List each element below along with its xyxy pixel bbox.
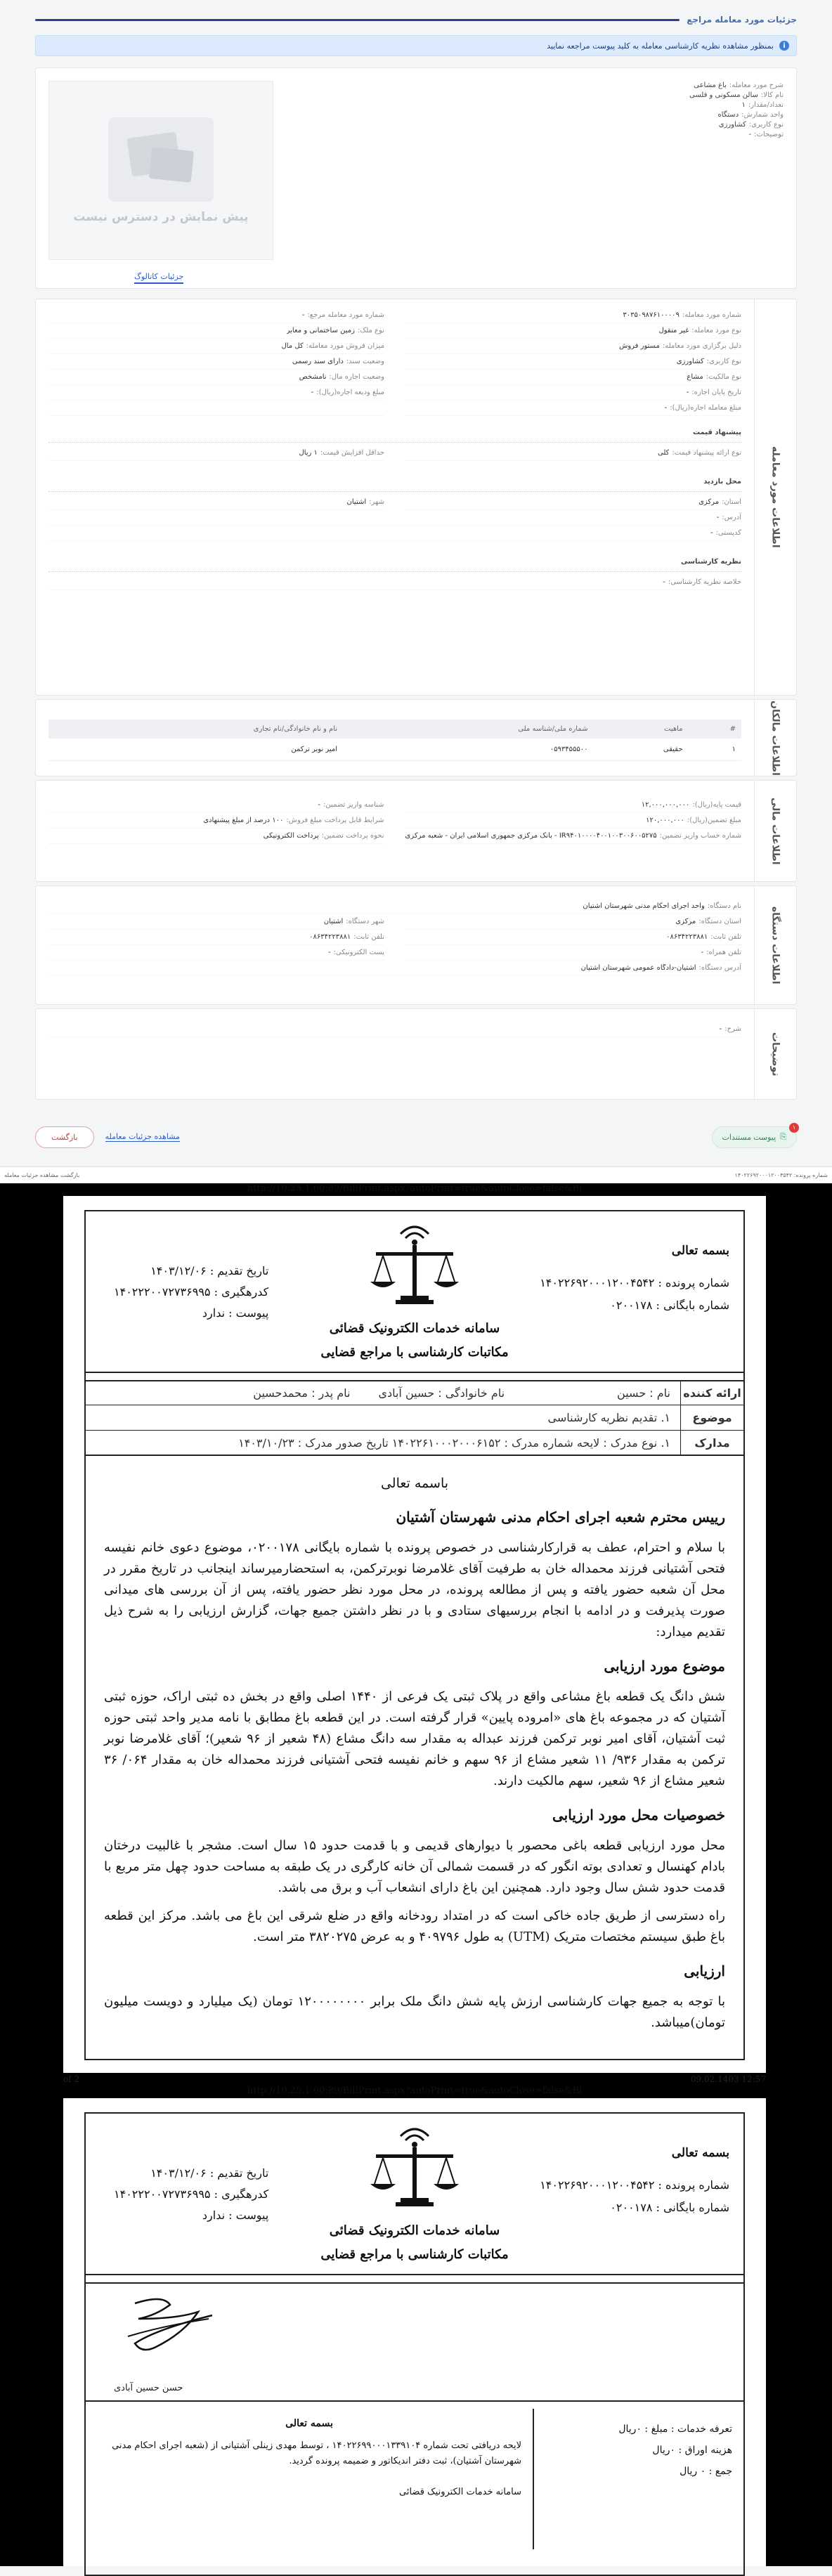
image-preview bbox=[48, 81, 273, 260]
docs-label: مدارک bbox=[680, 1431, 743, 1455]
doc-frame-1 bbox=[84, 1210, 745, 2060]
no-image-text: پیش نمایش در دسترس نیست bbox=[73, 209, 249, 224]
finance-field: مبلغ تضمین(ریال): ۱۲۰,۰۰۰,۰۰۰ bbox=[405, 813, 741, 828]
gavel-placeholder-icon bbox=[108, 117, 214, 202]
deal-field: وضعیت اجاره مال: نامشخص bbox=[48, 370, 384, 385]
info-icon: i bbox=[779, 41, 789, 51]
archive-number: شماره بایگانی : ۰۲۰۰۱۷۸ bbox=[610, 1299, 729, 1312]
view-deal-details-link[interactable]: مشاهده جزئیات معامله bbox=[105, 1132, 180, 1141]
owners-column-header: # bbox=[689, 720, 741, 739]
org-line-1: سامانه خدمات الکترونیک قضائی bbox=[329, 1321, 500, 1336]
fee-total: جمع : ۰ ریال bbox=[680, 2466, 732, 2477]
signature-box bbox=[86, 2282, 743, 2402]
org-line-2: مکاتبات کارشناسی با مراجع قضایی bbox=[320, 1345, 509, 1360]
submitter-last-name: نام خانوادگی : حسین آبادی bbox=[378, 1386, 505, 1400]
finance-title: اطلاعات مالی bbox=[769, 797, 781, 865]
justice-scales-icon bbox=[362, 1220, 467, 1311]
agency-field: استان دستگاه: مرکزی bbox=[405, 914, 741, 930]
deal-field: مبلغ ودیعه اجاره(ریال): - bbox=[48, 385, 384, 401]
min-increase: حداقل افزایش قیمت: ۱ ریال bbox=[48, 445, 384, 461]
province: استان: مرکزی bbox=[405, 495, 741, 510]
owners-cell: امیر نوبر ترکمن bbox=[48, 739, 343, 761]
finance-side bbox=[754, 781, 796, 881]
status-right: شماره پرونده: ۱۴۰۲۲۶۹۲۰۰۰۱۲۰۰۴۵۴۲ bbox=[734, 1172, 828, 1178]
print-timestamp: 09.02.1403 12:57 bbox=[690, 2074, 766, 2084]
notes-side bbox=[754, 1009, 796, 1099]
owners-cell: ۰۵۹۳۴۵۵۵۰۰ bbox=[343, 739, 593, 761]
justice-scales-icon bbox=[362, 2122, 467, 2213]
deal-field: دلیل برگزاری مورد معامله: مستور فروش bbox=[405, 339, 741, 354]
agency-title: اطلاعات دستگاه bbox=[769, 906, 781, 984]
deal-info-section bbox=[35, 299, 797, 696]
deal-field: تاریخ پایان اجاره: - bbox=[405, 385, 741, 401]
agency-side bbox=[754, 886, 796, 1004]
basmala-head-2: بسمه تعالی bbox=[671, 2146, 729, 2160]
agency-field: تلفن ثابت: ۰۸۶۳۴۲۲۳۸۸۱ bbox=[48, 930, 384, 945]
summary-field: تعداد/مقدار: ۱ bbox=[741, 101, 784, 109]
expert-heading: نظریه کارشناسی bbox=[48, 552, 741, 572]
fee-paper: هزینه اوراق : ۰ریال bbox=[652, 2445, 732, 2456]
notes-title: توضیحات bbox=[769, 1032, 781, 1076]
agency-field: شهر دستگاه: آشتیان bbox=[48, 914, 384, 930]
deal-fields bbox=[48, 308, 741, 416]
deal-field: مبلغ معامله اجاره(ریال): - bbox=[405, 401, 741, 416]
subject-row bbox=[86, 1405, 743, 1431]
postal-code: کدپستی: - bbox=[48, 526, 741, 541]
header-line bbox=[35, 19, 680, 21]
page-title: جزئیات مورد معامله مراجع bbox=[687, 15, 797, 25]
finance-field: شناسه واریز تضمین: - bbox=[48, 798, 384, 813]
expert-letter bbox=[86, 1459, 743, 2041]
page-count: of 2 bbox=[63, 2074, 80, 2084]
tracking-code-2: کدرهگیری : ۱۴۰۲۲۲۰۰۷۲۷۳۶۹۹۵ bbox=[114, 2187, 269, 2201]
summary-fields bbox=[488, 81, 784, 140]
action-bar bbox=[35, 1123, 797, 1151]
attach-count-badge: ۱ bbox=[789, 1123, 799, 1133]
org-line-1-p2: سامانه خدمات الکترونیک قضائی bbox=[329, 2223, 500, 2238]
summary-field: نوع کاربری: کشاورزی bbox=[718, 121, 784, 129]
deal-field: نوع مالکیت: مشاع bbox=[405, 370, 741, 385]
attachment-status: پیوست : ندارد bbox=[202, 1306, 269, 1320]
finance-field: شرایط قابل پرداخت مبلغ فروش: ۱۰۰ درصد از مبلغ پیشنهادی bbox=[48, 813, 384, 828]
agency-fields bbox=[48, 914, 741, 961]
catalog-details-link[interactable]: جزئیات کاتالوگ bbox=[134, 272, 183, 284]
summary-field: شرح مورد معامله: باغ مشاعی bbox=[694, 82, 784, 89]
submitter-father: نام پدر : محمدحسین bbox=[253, 1386, 351, 1400]
summary-field: توضیحات: - bbox=[748, 131, 784, 138]
agency-field: تلفن ثابت: ۰۸۶۳۴۲۲۳۸۸۱ bbox=[405, 930, 741, 945]
address: آدرس: - bbox=[48, 510, 741, 526]
summary-field: نام کالا: سالن مسکونی و فلسی bbox=[689, 91, 784, 99]
doc-frame-2 bbox=[84, 2112, 745, 2576]
subject-label: موضوع bbox=[680, 1405, 743, 1430]
doc-header-1 bbox=[86, 1211, 743, 1373]
finance-field: نحوه پرداخت تضمین: پرداخت الکترونیکی bbox=[48, 828, 384, 844]
doc-header-2 bbox=[86, 2114, 743, 2275]
receipt-text: لایحه دریافتی تحت شماره ۱۴۰۲۲۶۹۹۰۰۰۱۳۳۹۱۰۴ ، توسط مهدی زینلی آشتیانی از (شعبه اجرای احکام مدنی شهرستان آشتیان)، ثبت دفتر اندیکاتور و ضمیمه پرونده گردید. bbox=[112, 2440, 521, 2466]
info-alert bbox=[35, 35, 797, 56]
letter-intro: با سلام و احترام، عطف به قرارکارشناسی در خصوص پرونده با شماره بایگانی ۰۲۰۰۱۷۸، موضوع دعوی خانم نفیسه فتحی آشتیانی فرزند محمداله خان به طرفیت آقای غلامرضا نوبرترکمن، به استحضارمیرساند اینجانب در تاریخ مقرر در محل آن شعبه حضور یافته و پس از مطالعه پرونده، در محل مورد نظر حضور یافته، پس از آن بررسی های میدانی صورت پذیرفت و در ادامه با انجام بررسیهای ستادی و با در نظر داشتن جمیع جهات، گزارش ارزیابی را به شرح ذیل تقدیم میدارد: bbox=[104, 1540, 725, 1639]
deal-details-page bbox=[0, 0, 832, 1178]
print-url-2: http://10.25.1.60:89/BillPrint.aspx?autoPrint=true&autoClose=false&Bi bbox=[247, 2086, 583, 2096]
heading-subject: موضوع مورد ارزیابی bbox=[604, 1658, 725, 1674]
paragraph-location-1: محل مورد ارزیابی قطعه باغی محصور با دیوارهای قدیمی و با قدمت حدود ۱۵ سال است. مشجر با غالبیت درختان بادام کهنسال و تعدادی بوته انگور که در قسمت شمالی آن خانه کارگری در یک طبقه به مساحت حدود چهل متر مربع با قدمت حدود شش سال وجود دارد. همچنین این باغ دارای انشعاب آب و برق می باشد. bbox=[104, 1838, 725, 1895]
receipt-footer: سامانه خدمات الکترونیک قضائی bbox=[399, 2487, 521, 2497]
heading-value: ارزیابی bbox=[684, 1963, 725, 1979]
attachment-status-2: پیوست : ندارد bbox=[202, 2209, 269, 2222]
print-url-1: http://10.25.1.60:89/BillPrint.aspx?autoPrint=true&autoClose=false&Bi bbox=[247, 1183, 583, 1194]
docs-value: ۱. نوع مدرک : لایحه شماره مدرک : ۱۴۰۲۲۶۱۰۰۰۲۰۰۰۶۱۵۲ تاریخ صدور مدرک : ۱۴۰۳/۱۰/۲۳ bbox=[238, 1436, 670, 1450]
finance-section bbox=[35, 780, 797, 882]
deal-field: نوع مورد معامله: غیر منقول bbox=[405, 323, 741, 339]
agency-address: آدرس دستگاه: آشتیان-دادگاه عمومی شهرستان آشتیان bbox=[48, 961, 741, 976]
print-preview bbox=[0, 1183, 832, 2566]
signer-name: حسن حسین آبادی bbox=[114, 2383, 183, 2393]
case-number-2: شماره پرونده : ۱۴۰۲۲۶۹۲۰۰۰۱۲۰۰۴۵۴۲ bbox=[540, 2178, 729, 2192]
finance-field: قیمت پایه(ریال): ۱۲,۰۰۰,۰۰۰,۰۰۰ bbox=[405, 798, 741, 813]
city: شهر: آشتیان bbox=[48, 495, 384, 510]
deal-info-side bbox=[754, 299, 796, 695]
paragraph-value: با توجه به جمیع جهات کارشناسی ارزش پایه شش دانگ ملک برابر ۱۲۰۰۰۰۰۰۰۰ تومان (یک میلیارد و دویست میلیون تومان)میباشد. bbox=[104, 1994, 726, 2030]
paperclip-icon: ⎘ bbox=[780, 1132, 786, 1141]
case-number: شماره پرونده : ۱۴۰۲۲۶۹۲۰۰۰۱۲۰۰۴۵۴۲ bbox=[540, 1276, 729, 1289]
owners-cell: حقیقی bbox=[593, 739, 688, 761]
owners-column-header: ماهیت bbox=[593, 720, 688, 739]
table-row bbox=[48, 739, 741, 761]
alert-text: بمنظور مشاهده نظریه کارشناسی معامله به کلید پیوست مراجعه نمایید bbox=[547, 41, 774, 51]
browser-status-bar bbox=[0, 1166, 832, 1183]
submitter-label: ارائه کننده bbox=[680, 1381, 743, 1405]
subject-value: ۱. تقدیم نظریه کارشناسی bbox=[547, 1411, 670, 1424]
location-heading: محل بازدید bbox=[48, 472, 741, 492]
back-button[interactable]: بازگشت bbox=[35, 1126, 94, 1148]
org-line-2-p2: مکاتبات کارشناسی با مراجع قضایی bbox=[320, 2247, 509, 2262]
paragraph-subject: شش دانگ یک قطعه باغ مشاعی واقع در پلاک ثبتی یک فرعی از ۱۴۴۰ اصلی واقع در بخش ده ثبتی اراک، حوزه ثبتی آشتیان که در مجموعه باغ های «امروده پایین» قرار گرفته است. در این قطعه باغ مطابق با نامه مدیر واحد ثبتی حوزه ثبت آشتیان، آقای امیر نوبر ترکمن فرزند عبداله به مقدار سه دانگ مشاع (۴۸ شعیر از ۹۶ شعیر)؛ آقای غلامرضا نوبر ترکمن به مقدار ۹۳۶/ ۱۱ شعیر مشاع از ۹۶ سهم و خانم نفیسه فتحی آشتیانی فرزند محمداله خان به مقدار ۰۶۴/ ۳۶ شعیر مشاع از ۹۶ شعیر، سهم مالکیت دارند. bbox=[104, 1689, 725, 1788]
print-page-2 bbox=[63, 2098, 766, 2566]
deal-field: میزان فروش مورد معامله: کل مال bbox=[48, 339, 384, 354]
submitter-row bbox=[86, 1380, 743, 1405]
page-1-footer bbox=[63, 2074, 766, 2084]
deal-field: نوع کاربری: کشاورزی bbox=[405, 354, 741, 370]
agency-name: نام دستگاه: واحد اجرای احکام مدنی شهرستان آشتیان bbox=[48, 899, 741, 914]
agency-field: تلفن همراه: - bbox=[405, 945, 741, 961]
notes-desc: شرح: - bbox=[48, 1022, 741, 1037]
owners-title: اطلاعات مالکان bbox=[769, 700, 781, 776]
offer-type: نوع ارائه پیشنهاد قیمت: کلی bbox=[405, 445, 741, 461]
print-page-1 bbox=[63, 1196, 766, 2073]
agency-field: پست الکترونیکی: - bbox=[48, 945, 384, 961]
receipt-title: بسمه تعالی bbox=[285, 2418, 333, 2429]
paragraph-location-2: راه دسترسی از طریق جاده خاکی است که در امتداد رودخانه واقع در ضلع شرقی این باغ می باشد. مرکز این قطعه باغ طبق سیستم مختصات متریک (UTM) به طول ۴۰۹۷۹۶ و به عرض ۳۸۲۰۲۷۵ متر است. bbox=[104, 1908, 725, 1944]
heading-location: خصوصیات محل مورد ارزیابی bbox=[552, 1807, 725, 1823]
status-left: بازگشت مشاهده جزئیات معامله bbox=[4, 1172, 80, 1178]
handwritten-signature bbox=[114, 2291, 219, 2361]
finance-fields bbox=[48, 798, 741, 844]
expert-summary: خلاصه نظریه کارشناسی: - bbox=[48, 575, 741, 590]
summary-field: واحد شمارش: دستگاه bbox=[717, 111, 784, 119]
attach-label: پیوست مستندات bbox=[722, 1133, 776, 1142]
attach-documents-button[interactable] bbox=[712, 1126, 797, 1148]
tracking-code: کدرهگیری : ۱۴۰۲۲۲۰۰۷۲۷۳۶۹۹۵ bbox=[114, 1285, 269, 1299]
owners-section bbox=[35, 699, 797, 776]
submitter-first-name: نام : حسین bbox=[617, 1386, 670, 1400]
docs-row bbox=[86, 1431, 743, 1456]
owners-table bbox=[48, 720, 741, 761]
agency-section bbox=[35, 885, 797, 1005]
notes-section bbox=[35, 1008, 797, 1100]
basmala-head: بسمه تعالی bbox=[671, 1244, 729, 1258]
deal-field: وضعیت سند: دارای سند رسمی bbox=[48, 354, 384, 370]
deal-field: شماره مورد معامله مرجع: - bbox=[48, 308, 384, 323]
finance-field: شماره حساب واریز تضمین: IR۹۴۰۱۰۰۰۰۴۰۰۱۰۰۳۰۰۶۰۰۵۲۷۵ - بانک مرکزی جمهوری اسلامی ایران - شعبه مرکزی bbox=[405, 828, 741, 844]
owners-column-header: شماره ملی/شناسه ملی bbox=[343, 720, 593, 739]
deal-info-title: اطلاعات مورد معامله bbox=[769, 446, 781, 548]
deal-field: شماره مورد معامله: ۳۰۳۵۰۹۸۷۶۱۰۰۰۰۹ bbox=[405, 308, 741, 323]
summary-card bbox=[35, 67, 797, 289]
submit-date-2: تاریخ تقدیم : ۱۴۰۳/۱۲/۰۶ bbox=[150, 2166, 269, 2180]
owners-cell: ۱ bbox=[689, 739, 741, 761]
page-header bbox=[35, 13, 797, 27]
fee-service: تعرفه خدمات : مبلغ : ۰ریال bbox=[618, 2424, 732, 2435]
offer-heading: پیشنهاد قیمت bbox=[48, 423, 741, 443]
deal-field: نوع ملک: زمین ساختمانی و معابر bbox=[48, 323, 384, 339]
letter-addressee: رییس محترم شعبه اجرای احکام مدنی شهرستان آشتیان bbox=[396, 1509, 725, 1526]
fee-box bbox=[86, 2409, 743, 2549]
letter-basmala: باسمه تعالی bbox=[380, 1476, 449, 1491]
archive-number-2: شماره بایگانی : ۰۲۰۰۱۷۸ bbox=[610, 2201, 729, 2214]
owners-side bbox=[754, 700, 796, 776]
owners-column-header: نام و نام خانوادگی/نام تجاری bbox=[48, 720, 343, 739]
submit-date: تاریخ تقدیم : ۱۴۰۳/۱۲/۰۶ bbox=[150, 1264, 269, 1277]
